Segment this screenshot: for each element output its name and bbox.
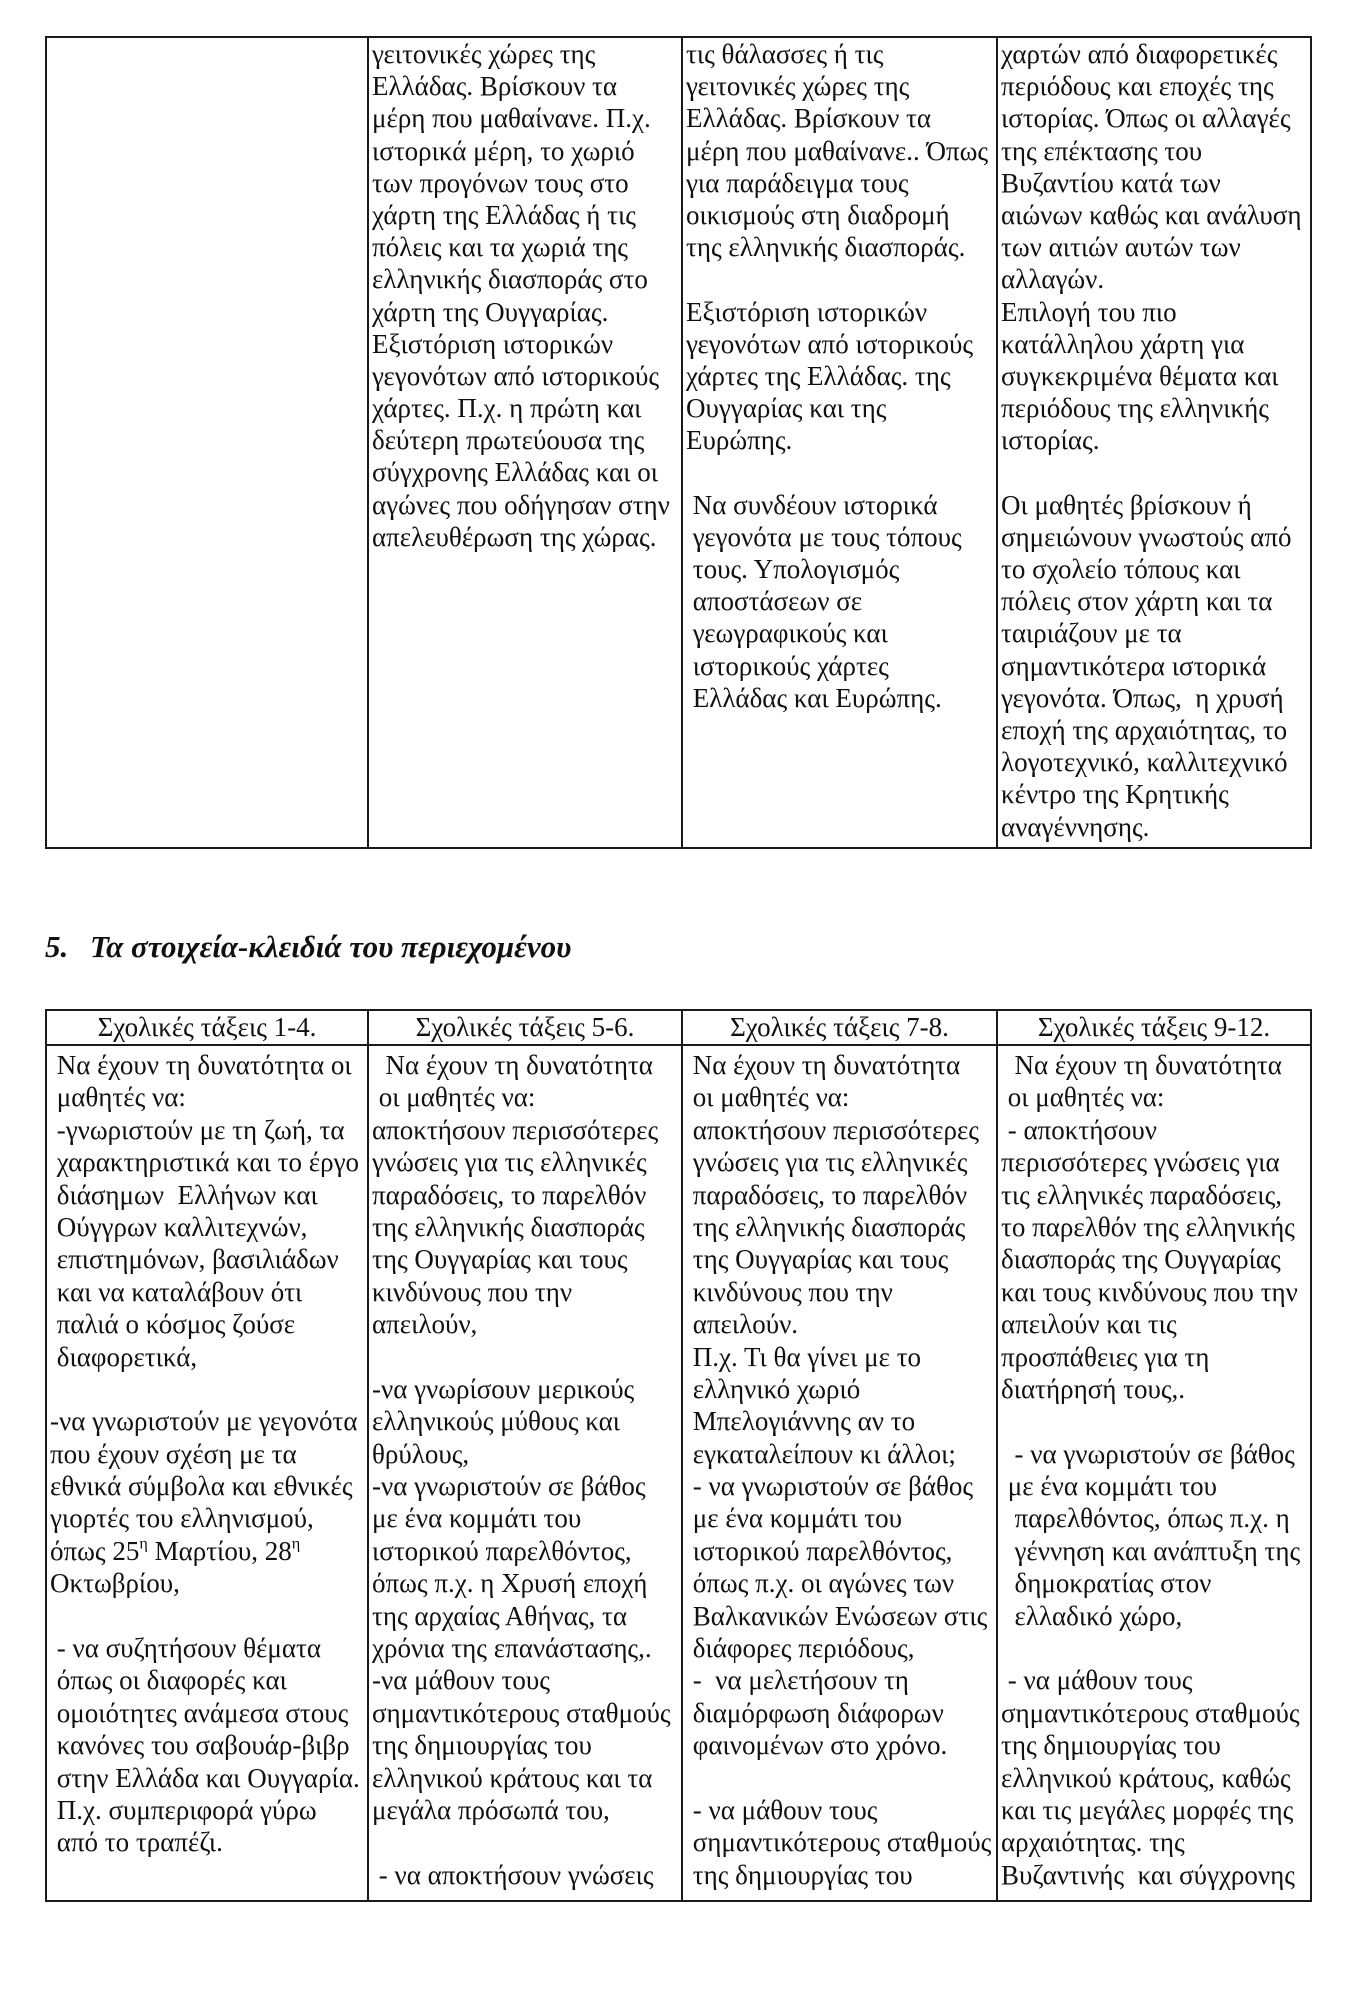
text-line: χαρτών από διαφορετικές [1001,39,1278,69]
text-line: διάσημων Ελλήνων και [50,1179,318,1210]
text-line: οι μαθητές να: [1001,1082,1165,1113]
section-number: 5. [45,929,69,964]
text-line: εποχή της αρχαιότητας, το [1001,714,1288,745]
text-line: Να έχουν τη δυνατότητα οι [50,1050,352,1080]
column-header-grades-9-12: Σχολικές τάξεις 9-12. [996,1011,1310,1046]
text-line: Ελλάδας και Ευρώπης. [686,682,942,713]
text-line: οι μαθητές να: [372,1082,536,1113]
text-line: Να έχουν τη δυνατότητα [372,1050,653,1080]
text-line: μέρη που μαθαίνανε.. Όπως [686,135,989,166]
text-line: της δημιουργίας του [686,1859,913,1890]
cell-paragraph [372,1049,681,1341]
text-line: - να γνωριστούν σε βάθος [686,1471,974,1502]
section-title: Τα στοιχεία-κλειδιά του περιεχομένου [90,929,572,964]
text-line: και να καταλάβουν ότι [50,1276,303,1307]
cell-paragraph [686,38,996,263]
text-line: οικισμούς στη διαδρομή [686,199,950,230]
text-line: διασποράς της Ουγγαρίας [1001,1244,1281,1275]
text-line: ιστορίας. Όπως οι αλλαγές [1001,103,1291,134]
cell-paragraph [1001,489,1310,843]
text-line: γεγονότων από ιστορικούς [372,360,660,391]
text-line: σημαντικότερους σταθμούς [686,1827,992,1858]
text-line: Εξιστόριση ιστορικών [686,296,928,327]
text-line: της δημιουργίας του [1001,1730,1221,1761]
text-line: γνώσεις για τις ελληνικές [372,1147,647,1178]
text-line: κινδύνους που την [372,1276,573,1307]
text-line: Εξιστόριση ιστορικών [372,328,614,359]
text-line: γειτονικές χώρες της [686,71,910,102]
text-line: αποκτήσουν περισσότερες [372,1114,659,1145]
text-line: παραδόσεις, το παρελθόν [686,1179,968,1210]
text-line: περιόδους και εποχές της [1001,71,1274,102]
text-line: των αιτιών αυτών των [1001,232,1241,263]
text-line: -να μάθουν τους [372,1665,550,1696]
text-line: της δημιουργίας του [372,1730,592,1761]
text-line: μαθητές να: [50,1082,186,1113]
text-line: αγώνες που οδήγησαν στην [372,489,670,520]
cell-paragraph [686,1794,996,1891]
text-line: παραδόσεις, το παρελθόν [372,1179,647,1210]
text-line: φαινομένων στο χρόνο. [686,1730,948,1761]
text-line: ιστορικού παρελθόντος, [686,1535,953,1566]
text-line: αιώνων καθώς και ανάλυση [1001,199,1302,230]
text-line: αρχαιότητας. της [1001,1827,1185,1858]
cell-paragraph [1001,1664,1310,1891]
cell-paragraph [372,1859,681,1891]
text-line: Να έχουν τη δυνατότητα [1001,1050,1282,1080]
content-cell-grades-1-4 [47,1046,367,1900]
cell-paragraph [1001,38,1310,456]
text-line: Π.χ. Τι θα γίνει με το [686,1341,922,1372]
text-line: - να αποκτήσουν γνώσεις [372,1859,654,1890]
cell-paragraph [372,38,681,553]
text-line: μέρη που μαθαίνανε. Π.χ. [372,103,651,134]
text-line: Να συνδέουν ιστορικά [686,489,938,520]
content-cell-grades-5-6 [367,1046,681,1900]
text-line: ελληνικού κράτους και τα [372,1762,653,1793]
column-header-grades-1-4: Σχολικές τάξεις 1-4. [47,1011,367,1046]
text-line: - να μελετήσουν τη [686,1665,909,1696]
text-line: ομοιότητες ανάμεσα στους [50,1697,349,1728]
text-line: που έχουν σχέση με τα [50,1438,297,1469]
content-cell-grades-9-12 [996,1046,1310,1900]
text-line: πόλεις και τα χωριά της [372,232,628,263]
text-line: ελληνικού κράτους, καθώς [1001,1762,1291,1793]
text-line: - να μάθουν τους [1001,1665,1193,1696]
text-line: γεγονότα με τους τόπους [686,521,962,552]
text-line: Ελλάδας. Βρίσκουν τα [372,71,618,102]
text-line: Ελλάδας. Βρίσκουν τα [686,103,932,134]
text-line: δεύτερη πρωτεύουσα της [372,425,645,456]
text-line: πόλεις στον χάρτη και τα [1001,586,1273,617]
text-line: δημοκρατίας στον [1001,1568,1212,1599]
text-line: στην Ελλάδα και Ουγγαρία. [50,1762,360,1793]
cell-paragraph [1001,1438,1310,1632]
section-heading [45,929,745,965]
text-line: εθνικά σύμβολα και εθνικές [50,1471,353,1502]
text-line: χαρακτηριστικά και το έργο [50,1147,360,1178]
content-cell-grades-7-8 [681,1046,996,1900]
text-line: κατάλληλου χάρτη για [1001,328,1245,359]
text-line: προσπάθειες για τη [1001,1341,1210,1372]
text-line: Ουγγαρίας και της [686,393,887,424]
text-line: απελευθέρωση της χώρας. [372,521,657,552]
text-line: ιστορικού παρελθόντος, [372,1535,632,1566]
text-line: με ένα κομμάτι του [686,1503,902,1534]
text-line: όπως οι διαφορές και [50,1665,287,1696]
text-line: της ελληνικής διασποράς [686,1211,966,1242]
text-line: κινδύνους που την [686,1276,893,1307]
text-line: χρόνια της επανάστασης,. [372,1633,652,1664]
text-line: τις ελληνικές παραδόσεις, [1001,1179,1283,1210]
text-line: γέννηση και ανάπτυξη της [1001,1535,1301,1566]
text-line: Μπελογιάννης αν το [686,1406,916,1437]
text-line: και τις μεγάλες μορφές της [1001,1794,1294,1825]
text-line: απειλούν. [686,1309,799,1340]
cell-paragraph [50,1405,367,1599]
text-line: θρύλους, [372,1438,470,1469]
text-segment: όπως 25 [50,1535,140,1566]
text-line: τις θάλασσες ή τις [686,39,884,69]
text-line: διάφορες περιόδους, [686,1633,915,1664]
text-line: της επέκτασης του [1001,135,1203,166]
text-line: αναγέννησης. [1001,811,1150,842]
table-cell-col-2 [367,38,681,847]
text-line: ελληνικούς μύθους και [372,1406,621,1437]
key-content-table [45,1009,1312,1902]
text-line: -να γνωριστούν με γεγονότα [50,1406,358,1437]
text-line: για παράδειγμα τους [686,167,909,198]
text-line: απειλούν και τις [1001,1309,1177,1340]
text-line: γεγονότων από ιστορικούς [686,328,974,359]
superscript-text: η [139,1534,148,1553]
text-line: των προγόνων τους στο [372,167,629,198]
text-line: με ένα κομμάτι του [1001,1471,1217,1502]
cell-paragraph [372,1373,681,1826]
text-line: Βυζαντινής και σύγχρονης [1001,1859,1295,1890]
text-line: - να μάθουν τους [686,1794,878,1825]
text-line: όπως π.χ. οι αγώνες των [686,1568,955,1599]
text-line: ελλαδικό χώρο, [1001,1600,1183,1631]
text-line: σημειώνουν γνωστούς από [1001,521,1292,552]
text-line: οι μαθητές να: [686,1082,850,1113]
text-line: χάρτη της Ουγγαρίας. [372,296,609,327]
text-line: ελληνικό χωριό [686,1373,861,1404]
text-line: και τους κινδύνους που την [1001,1276,1298,1307]
text-line: μεγάλα πρόσωπά του, [372,1794,610,1825]
text-line: χάρτη της Ελλάδας ή τις [372,199,636,230]
text-line: σύγχρονης Ελλάδας και οι [372,457,659,488]
text-line: σημαντικότερα ιστορικά [1001,650,1267,681]
text-line: ιστορίας. [1001,425,1100,456]
text-line [50,1535,367,1567]
superscript-text: η [291,1534,301,1553]
text-line: γιορτές του ελληνισμού, [50,1503,314,1534]
text-line: με ένα κομμάτι του [372,1503,582,1534]
text-line: χάρτες της Ελλάδας. της [686,360,951,391]
text-line: ταιριάζουν με τα [1001,618,1182,649]
text-line: Ευρώπης. [686,425,793,456]
text-line: - να γνωριστούν σε βάθος [1001,1438,1295,1469]
text-line: της ελληνικής διασποράς [372,1211,645,1242]
text-line: ιστορικούς χάρτες [686,650,889,681]
text-line: εγκαταλείπουν κι άλλοι; [686,1438,956,1469]
text-line: κανόνες του σαβουάρ-βιβρ [50,1730,350,1761]
text-line: της αρχαίας Αθήνας, τα [372,1600,628,1631]
text-line: Βαλκανικών Ενώσεων στις [686,1600,988,1631]
text-line: γνώσεις για τις ελληνικές [686,1147,968,1178]
cell-paragraph [686,296,996,457]
text-line: επιστημόνων, βασιλιάδων [50,1244,339,1275]
cell-paragraph [50,1632,367,1859]
column-header-grades-5-6: Σχολικές τάξεις 5-6. [367,1011,681,1046]
column-header-grades-7-8: Σχολικές τάξεις 7-8. [681,1011,996,1046]
text-line: ιστορικά μέρη, το χωριό [372,135,635,166]
text-line: τους. Υπολογισμός [686,554,900,584]
text-line: της Ουγγαρίας και τους [372,1244,628,1275]
text-line: -να γνωρίσουν μερικούς [372,1373,635,1404]
text-line: - να συζητήσουν θέματα [50,1633,322,1664]
table-cell-col-3 [681,38,996,847]
text-line: - αποκτήσουν [1001,1114,1157,1145]
text-line: -να γνωριστούν σε βάθος [372,1471,646,1502]
text-line: παρελθόντος, όπως π.χ. η [1001,1503,1290,1534]
text-line: αποκτήσουν περισσότερες [686,1114,979,1145]
text-line: διαφορετικά, [50,1341,198,1372]
text-line: διατήρησή τους,. [1001,1373,1186,1404]
text-line: συγκεκριμένα θέματα και [1001,360,1279,391]
text-line: περιόδους της ελληνικής [1001,393,1269,424]
text-line: κέντρο της Κρητικής [1001,779,1229,810]
text-line: Να έχουν τη δυνατότητα [686,1050,961,1080]
text-line: παλιά ο κόσμος ζούσε [50,1309,296,1340]
text-line: αλλαγών. [1001,264,1105,295]
text-line: Οκτωβρίου, [50,1568,180,1599]
text-line: περισσότερες γνώσεις για [1001,1147,1280,1178]
text-line: Οι μαθητές βρίσκουν ή [1001,489,1252,520]
text-line: αποστάσεων σε [686,586,863,617]
text-line: -γνωριστούν με τη ζωή, τα [50,1114,345,1145]
cell-paragraph [50,1049,367,1373]
text-line: Ούγγρων καλλιτεχνών, [50,1211,308,1242]
text-line: το σχολείο τόπους και [1001,554,1241,584]
text-line: το παρελθόν της ελληνικής [1001,1211,1295,1242]
text-line: από το τραπέζι. [50,1827,223,1858]
table-cell-col-1 [47,38,367,847]
text-line: χάρτες. Π.χ. η πρώτη και [372,393,642,424]
text-segment: Μαρτίου, 28 [147,1535,292,1566]
cell-paragraph [686,1049,996,1762]
text-line: γεγονότα. Όπως, η χρυσή [1001,682,1284,713]
text-line: απειλούν, [372,1309,478,1340]
text-line: διαμόρφωση διάφορων [686,1697,944,1728]
cell-paragraph [686,489,996,714]
text-line: της ελληνικής διασποράς. [686,232,966,263]
cell-paragraph [1001,1049,1310,1405]
text-line: λογοτεχνικό, καλλιτεχνικό [1001,747,1288,778]
text-line: Βυζαντίου κατά των [1001,167,1221,198]
text-line: γεωγραφικούς και [686,618,888,649]
text-line: Επιλογή του πιο [1001,296,1177,327]
text-line: ελληνικής διασποράς στο [372,264,648,295]
text-line: γειτονικές χώρες της [372,39,596,69]
table-cell-col-4 [996,38,1310,847]
text-line: σημαντικότερους σταθμούς [372,1697,671,1728]
text-line: όπως π.χ. η Χρυσή εποχή [372,1568,648,1599]
continued-curriculum-table [45,36,1312,849]
text-line: σημαντικότερους σταθμούς [1001,1697,1300,1728]
text-line: της Ουγγαρίας και τους [686,1244,949,1275]
text-line: Π.χ. συμπεριφορά γύρω [50,1794,317,1825]
